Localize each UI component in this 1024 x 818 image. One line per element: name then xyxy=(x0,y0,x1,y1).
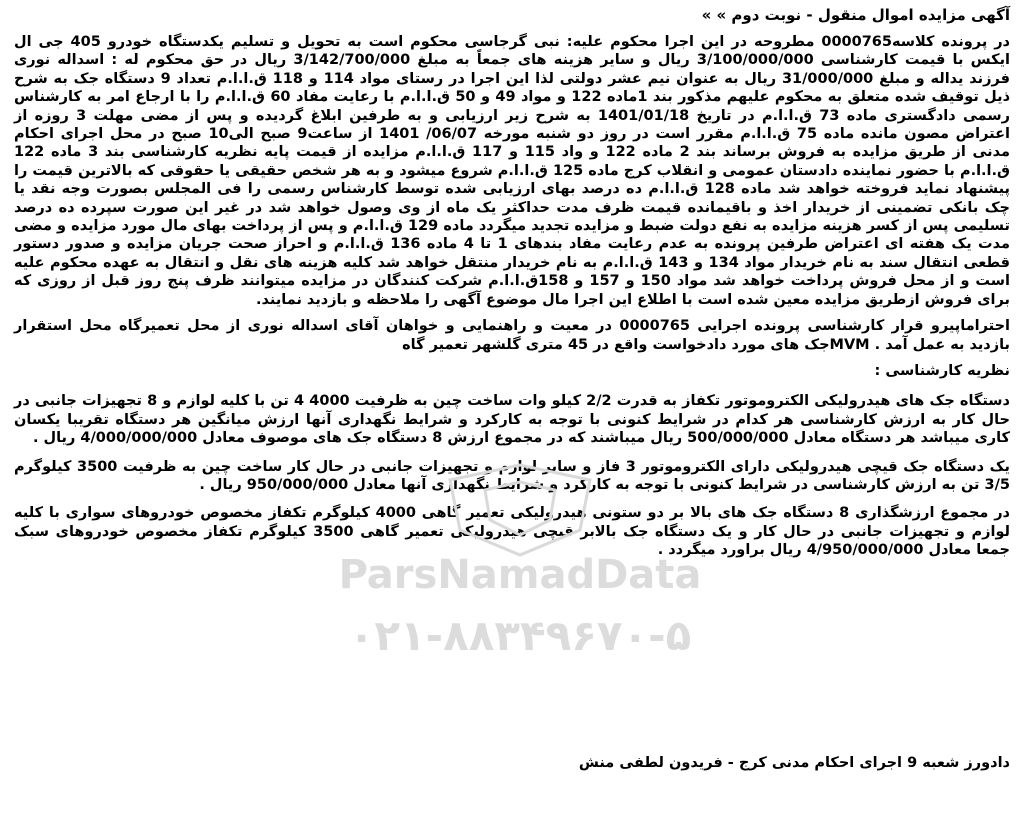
case-description-paragraph: در پرونده کلاسه0000765 مطروحه در این اجرا محکوم علیه: نبی گرجاسی محکوم است به تحویل و تسلیم یکدستگاه خودرو 405 جی ال ایکس با قیمت کارشناسی 3/100/000/000 ریال و سایر هزینه های جمعاً به مبلغ 3/142/700/000 ریال در حق محکوم له : اسداله نوری فرزند یداله و مبلغ 31/000/000 ریال به عنوان نیم عشر دولتی لذا این اجرا در رستای مواد 114 و 118 ق.ا.ا.م تعداد 9 دستگاه جک به شرح ذیل توقیف شده متعلق به محکوم علیهم مذکور بند 1ماده 122 و مواد 49 و 50 ق.ا.ا.م با رعایت مفاد 60 ق.ا.ا.م را با ارجاع امر به کارشناس رسمی دادگستری ماده 73 ق.ا.ا.م در تاریخ 1401/01/18 به شرح زیر ارزیابی و به طرفین ابلاغ گردیده و پس از مضی مهلت 3 روزه از اعتراض مصون مانده ماده 75 ق.ا.ا.م مقرر است در روز دو شنبه مورخه 06/07/ 1401 از ساعت9 صبح الی10 صبح در محل اجرای احکام مدنی از طریق مزایده به فروش برساند بند 2 ماده 122 و واد 115 و 117 ق.ا.ا.م مزایده از قیمت پایه نظریه کارشناسی بند 3 ماده 122 ق.ا.ا.م با حضور نماینده دادستان عمومی و انقلاب کرج ماده 125 ق.ا.ا.م شروع میشود و به هر شخص حقیقی یا حقوقی که بالاترین قیمت را پیشنهاد نماید فروخته خواهد شد ماده 128 ق.ا.ا.م ده درصد بهای ارزیابی شده توسط کارشناس رسمی را فی المجلس بصورت وجه نقد یا چک بانکی تضمینی از خریدار اخذ و باقیمانده قیمت ظرف مدت حداکثر یک ماه از وی وصول خواهد شد در غیر این صورت سپرده ده درصد تسلیمی پس از کسر هزینه مزایده به نفع دولت ضبط و مزایده تجدید میگردد ماده 129 ق.ا.ا.م و پس از پرداخت بهای مال مورد مزایده و مضی مدت یک هفته ای اعتراض طرفین پرونده به عدم رعایت مفاد بندهای 1 تا 4 ماده 136 ق.ا.ا.م و احراز صحت جریان مزایده و صدور دستور قطعی انتقال سند به نام خریدار مواد 134 و 143 ق.ا.ا.م به نام خریدار منتقل خواهد شد کلیه هزینه های نقل و انتقال به عهده محکوم علیه است و از محل فروش پرداخت خواهد شد مواد 150 و 157 و 158ق.ا.ا.م شرکت کنندگان در مزایده میتوانند ظرف پنج روز قبل از روزی که برای فروش ازطریق مزایده معین شده است با اطلاع این اجرا مال موضوع آگهی را ملاحظه و بازدید نمایند. xyxy=(14,34,1011,308)
jack-valuation-paragraph: دستگاه جک های هیدرولیکی الکتروموتور تکفاز به قدرت 2/2 کیلو وات ساخت چین به ظرفیت 4000 4 تن با کلیه لوازم و 8 تجهیزات جانبی در حال کار به ارزش کارشناسی هر کدام در شرایط کنونی با توجه به کارکرد و شرایط نگهداری آنها ارزش میانگین هر دستگاه تقریبا یکسان کاری میباشد هر دستگاه معادل 500/000/000 ریال میباشند که در مجموع ارزش 8 دستگاه جک های موصوف معادل 4/000/000/000 ریال . xyxy=(14,393,1010,447)
watermark-brand-text: ParsNamadData xyxy=(338,552,702,598)
signature-line: دادورز شعبه 9 اجرای احکام مدنی کرج - فریدون لطفی منش xyxy=(578,755,1010,771)
auction-notice-document xyxy=(14,6,1010,812)
inspection-paragraph: احتراماپیرو قرار کارشناسی پرونده اجرایی 0000765 در معیت و راهنمایی و خواهان آقای اسداله نوری از محل تعمیرگاه محل استقرار بازدید به عمل آمد . MVMجک های مورد دادخواست واقع در 45 متری گلشهر تعمیر گاه xyxy=(14,318,1011,353)
watermark-phone-text: ۰۲۱-۸۸۳۴۹۶۷۰-۵ xyxy=(348,611,692,660)
notice-title: آگهی مزایده اموال منقول - نوبت دوم » » xyxy=(701,6,1010,24)
scissor-jack-valuation-paragraph: یک دستگاه جک قیچی هیدرولیکی دارای الکتروموتور 3 فاز و سایر لوازم و تجهیزات جانبی در حال کار ساخت چین به ظرفیت 3500 کیلوگرم 3/5 تن به ارزش کارشناسی در شرایط کنونی با توجه به کارکرد و شرایط نگهداری آنها معادل 950/000/000 ریال . xyxy=(14,458,1010,493)
expert-opinion-heading: نظریه کارشناسی : xyxy=(874,362,1010,379)
total-valuation-paragraph: در مجموع ارزشگذاری 8 دستگاه جک های بالا بر دو ستونی هیدرولیکی تعمیر گاهی 4000 کیلوگرم تکفاز مخصوص خودروهای سواری با کلیه لوازم و تجهیزات جانبی در حال کار و یک دستگاه جک بالابر قیچی هیدرولیکی تعمیر گاهی 3500 کیلوگرم تکفاز مخصوص خودروهای سبک جمعا معادل 4/950/000/000 ریال براورد میگردد . xyxy=(14,505,1010,559)
